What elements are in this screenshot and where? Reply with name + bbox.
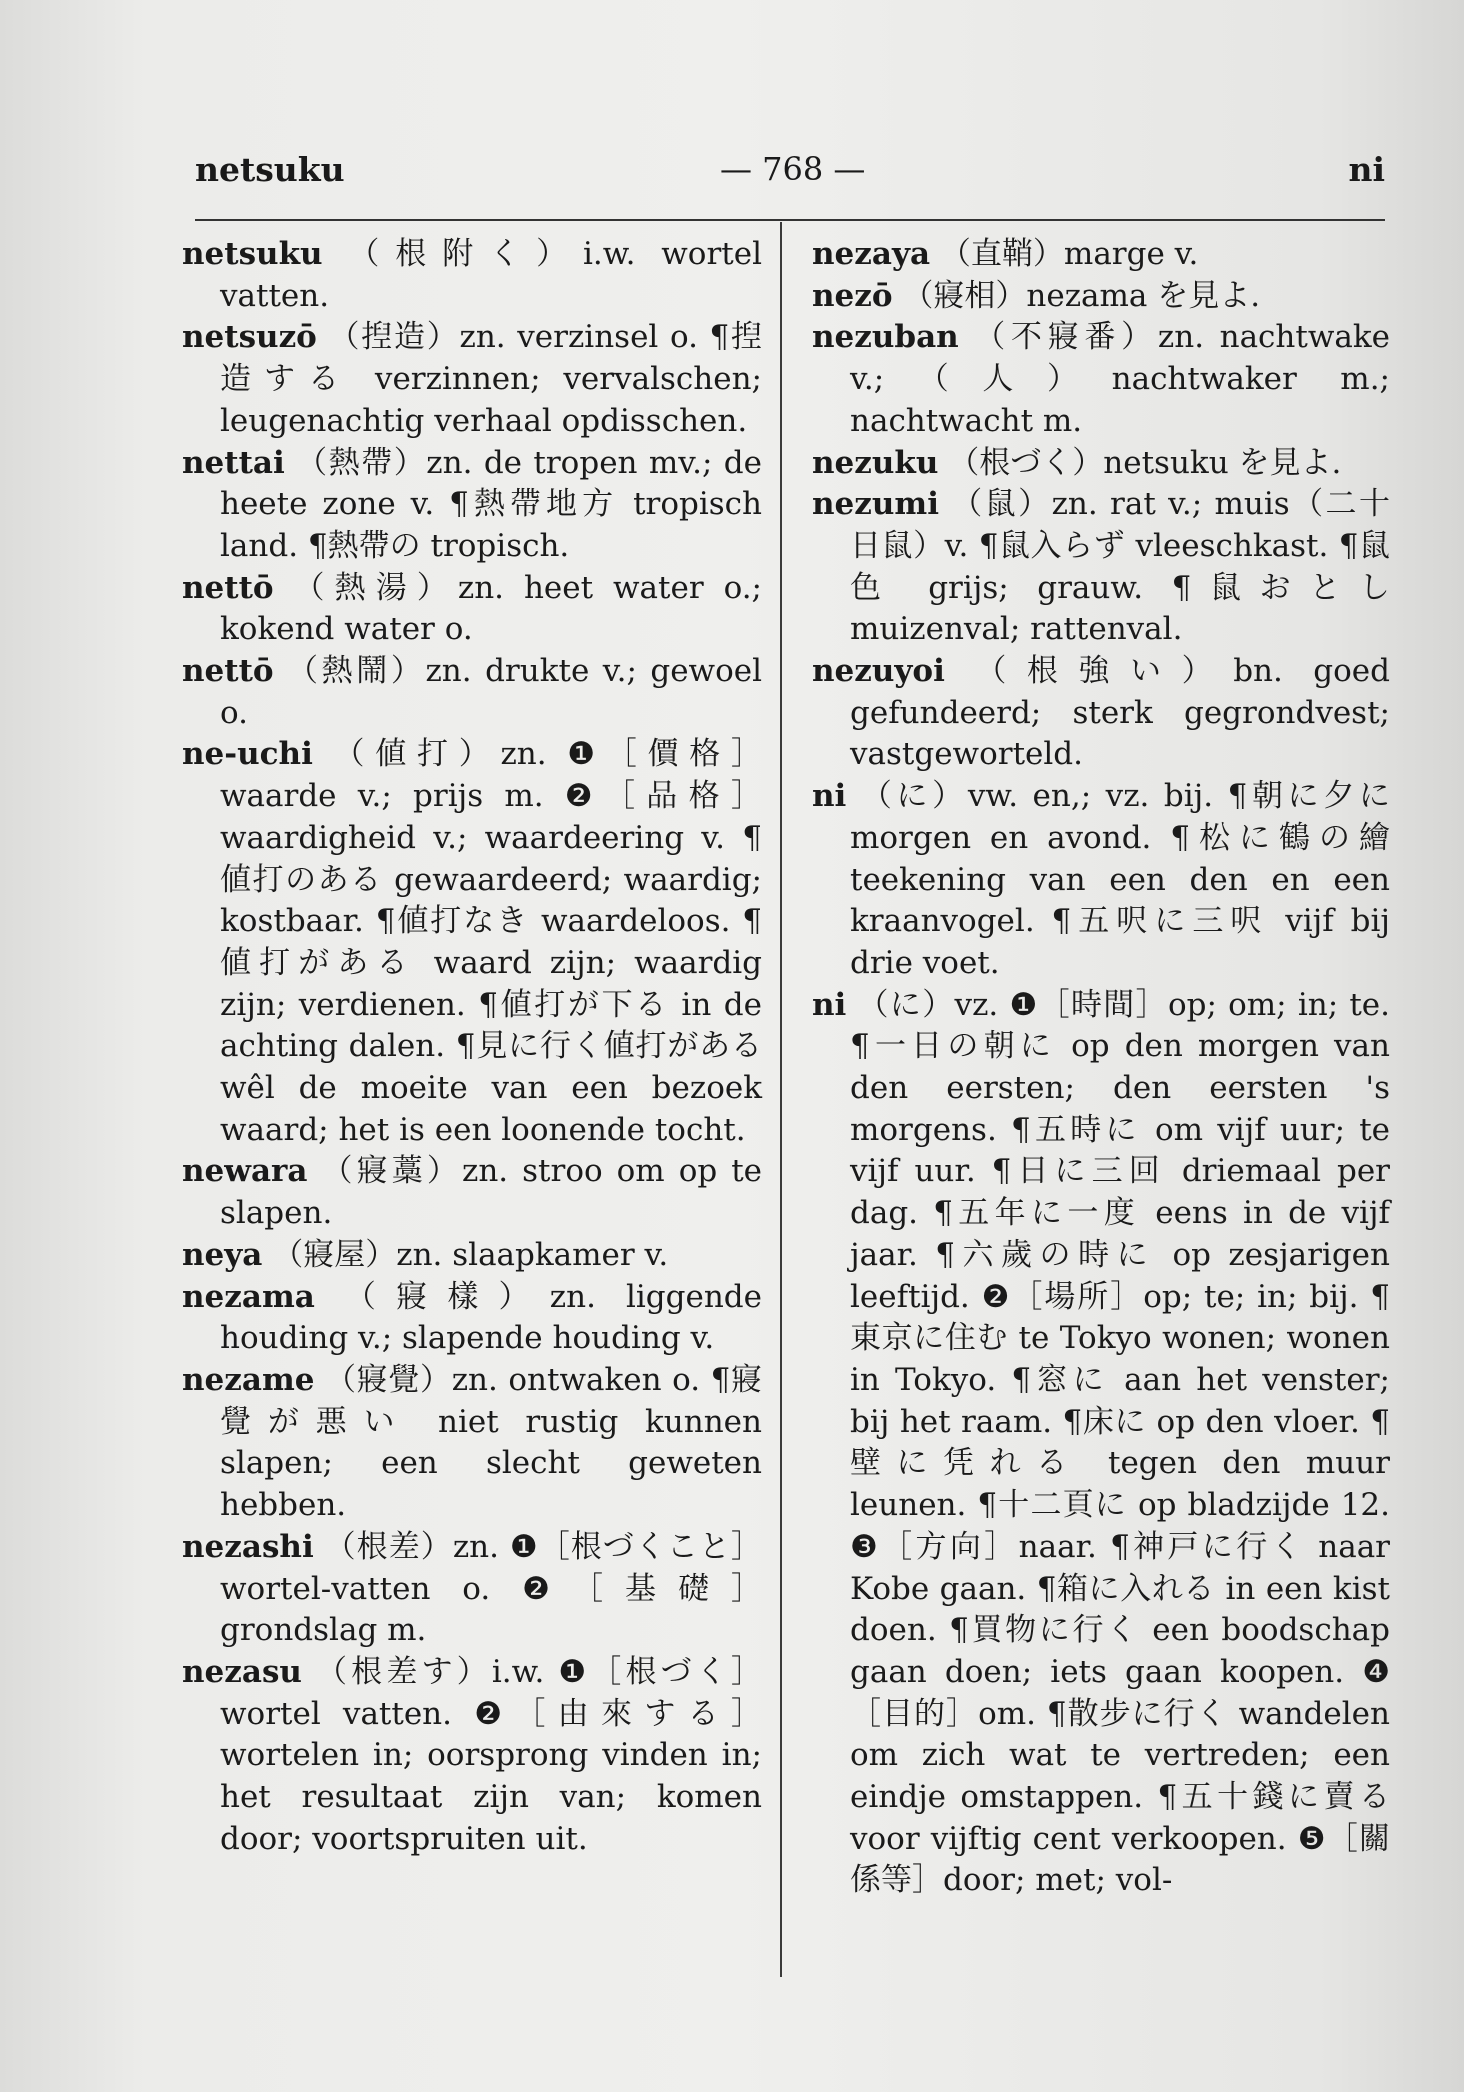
entry-body: （に）vz. ❶［時間］op; om; in; te. ¶一日の朝に op den morgen van den eersten; den eersten 's morgens. ¶五時に om vijf uur; te vijf uur. ¶日に三回 driemaal per dag. ¶五年に一度 eens in de vijf jaar. ¶六歲の時に op zesjarigen leeftijd. ❷［場所］op; te; in; bij. ¶東京に住む te Tokyo wonen; wonen in Tokyo. ¶窓に aan het venster; bij het raam. ¶床に op den vloer. ¶壁に凭れる tegen den muur leunen. ¶十二頁に op bladzijde 12. ❸［方向］naar. ¶神戸に行く naar Kobe gaan. ¶箱に入れる in een kist doen. ¶買物に行く een boodschap gaan doen; iets gaan koopen. ❹［目的］om. ¶散步に行く wandelen om zich wat te vertreden; een eindje omstappen. ¶五十錢に賣る voor vijftig cent verkoopen. ❺［關係等］door; met; vol- bbox=[850, 986, 1390, 1899]
dictionary-entry bbox=[812, 484, 1390, 651]
entry-body: （熱湯）zn. heet water o.; kokend water o. bbox=[220, 569, 763, 648]
dictionary-entry bbox=[812, 985, 1390, 1902]
dictionary-entry bbox=[182, 1652, 762, 1861]
entry-body: （直鞘）marge v. bbox=[939, 236, 1199, 272]
entry-headword: netsuzō bbox=[182, 319, 317, 356]
dictionary-entry bbox=[812, 234, 1390, 276]
entry-headword: nettō bbox=[182, 569, 274, 606]
dictionary-entry bbox=[182, 317, 762, 442]
entry-headword: nettō bbox=[182, 653, 274, 690]
dictionary-entry bbox=[182, 234, 762, 317]
entry-headword: nezasu bbox=[182, 1653, 302, 1690]
entry-headword: nezama bbox=[182, 1278, 315, 1315]
running-headword-left: netsuku bbox=[195, 150, 345, 189]
entry-headword: nezame bbox=[182, 1361, 315, 1398]
page-header bbox=[195, 150, 1385, 200]
entry-headword: nezuban bbox=[812, 319, 959, 356]
dictionary-entry bbox=[812, 317, 1390, 442]
entry-body: （根強い）bn. goed gefundeerd; sterk gegrondvest; vastgeworteld. bbox=[850, 653, 1390, 773]
entry-headword: newara bbox=[182, 1153, 308, 1190]
entry-body: （寢覺）zn. ontwaken o. ¶寢覺が悪い niet rustig kunnen slapen; een slecht geweten hebben. bbox=[220, 1361, 762, 1524]
dictionary-entry bbox=[182, 1235, 762, 1277]
dictionary-entry bbox=[182, 1360, 762, 1527]
dictionary-entry bbox=[182, 443, 762, 568]
dictionary-entry bbox=[182, 1527, 762, 1652]
entry-headword: nezumi bbox=[812, 486, 939, 523]
entry-body: （根差す）i.w. ❶［根づく］wortel vatten. ❷［由來する］wortelen in; oorsprong vinden in; het resultaat zijn van; komen door; voortspruiten uit. bbox=[220, 1653, 762, 1857]
dictionary-entry bbox=[182, 1277, 762, 1360]
dictionary-entry bbox=[812, 443, 1390, 485]
dictionary-entry bbox=[812, 776, 1390, 985]
column-divider bbox=[780, 222, 782, 1977]
entry-headword: nezō bbox=[812, 277, 893, 314]
entry-body: （寢相）nezama を見よ. bbox=[902, 277, 1261, 314]
entry-headword: ni bbox=[812, 986, 847, 1023]
entry-body: （値打）zn. ❶［價格］waarde v.; prijs m. ❷［品格］waardigheid v.; waardeering v. ¶値打のある gewaardeerd; waardig; kostbaar. ¶値打なき waardeloos. ¶値打がある waard zijn; waardig zijn; verdienen. ¶値打が下る in de achting dalen. ¶見に行く値打がある wêl de moeite van een bezoek waard; het is een loonende tocht. bbox=[220, 736, 763, 1148]
entry-body: （熱鬧）zn. drukte v.; gewoel o. bbox=[220, 653, 762, 731]
entry-body: （寢藁）zn. stroo om op te slapen. bbox=[220, 1153, 763, 1232]
entry-body: （寢屋）zn. slaapkamer v. bbox=[272, 1236, 669, 1273]
entry-headword: neya bbox=[182, 1236, 263, 1273]
entry-body: （寢樣）zn. liggende houding v.; slapende houding v. bbox=[220, 1278, 763, 1357]
entry-body: （根づく）netsuku を見よ. bbox=[948, 444, 1342, 481]
dictionary-entry bbox=[182, 734, 762, 1151]
dictionary-entry bbox=[182, 651, 762, 734]
entry-body: （根差）zn. ❶［根づくこと］wortel-vatten o. ❷［基礎］grondslag m. bbox=[220, 1528, 762, 1649]
entry-body: （不寢番）zn. nachtwake v.;（人）nachtwaker m.; nachtwacht m. bbox=[850, 319, 1390, 439]
page-number: — 768 — bbox=[720, 150, 866, 188]
entry-headword: nezashi bbox=[182, 1528, 314, 1565]
entry-body: （熱帶）zn. de tropen mv.; de heete zone v. ¶熱帶地方 tropisch land. ¶熱帶の tropisch. bbox=[220, 444, 762, 564]
entry-headword: ne-uchi bbox=[182, 736, 313, 773]
entry-headword: nettai bbox=[182, 444, 285, 481]
left-column bbox=[182, 234, 762, 1860]
dictionary-entry bbox=[812, 651, 1390, 776]
dictionary-entry bbox=[812, 276, 1390, 318]
dictionary-entry bbox=[182, 1151, 762, 1234]
right-column bbox=[812, 234, 1390, 1902]
entry-headword: netsuku bbox=[182, 236, 323, 272]
entry-headword: nezuyoi bbox=[812, 653, 945, 690]
running-headword-right: ni bbox=[1348, 150, 1385, 189]
entry-headword: ni bbox=[812, 778, 847, 815]
entry-body: （根附く）i.w. wortel vatten. bbox=[220, 236, 762, 314]
entry-body: （に）vw. en,; vz. bij. ¶朝に夕に morgen en avond. ¶松に鶴の繪 teekening van een den en een kraanvogel. ¶五呎に三呎 vijf bij drie voet. bbox=[850, 778, 1390, 981]
dictionary-entry bbox=[182, 568, 762, 651]
entry-headword: nezaya bbox=[812, 236, 931, 272]
header-rule bbox=[195, 219, 1385, 221]
entry-body: （揑造）zn. verzinsel o. ¶揑造する verzinnen; vervalschen; leugenachtig verhaal opdisschen. bbox=[220, 319, 763, 439]
entry-body: （鼠）zn. rat v.; muis（二十日鼠）v. ¶鼠入らず vleeschkast. ¶鼠色 grijs; grauw. ¶鼠おとし muizenval; rattenval. bbox=[850, 486, 1390, 648]
entry-headword: nezuku bbox=[812, 444, 939, 481]
